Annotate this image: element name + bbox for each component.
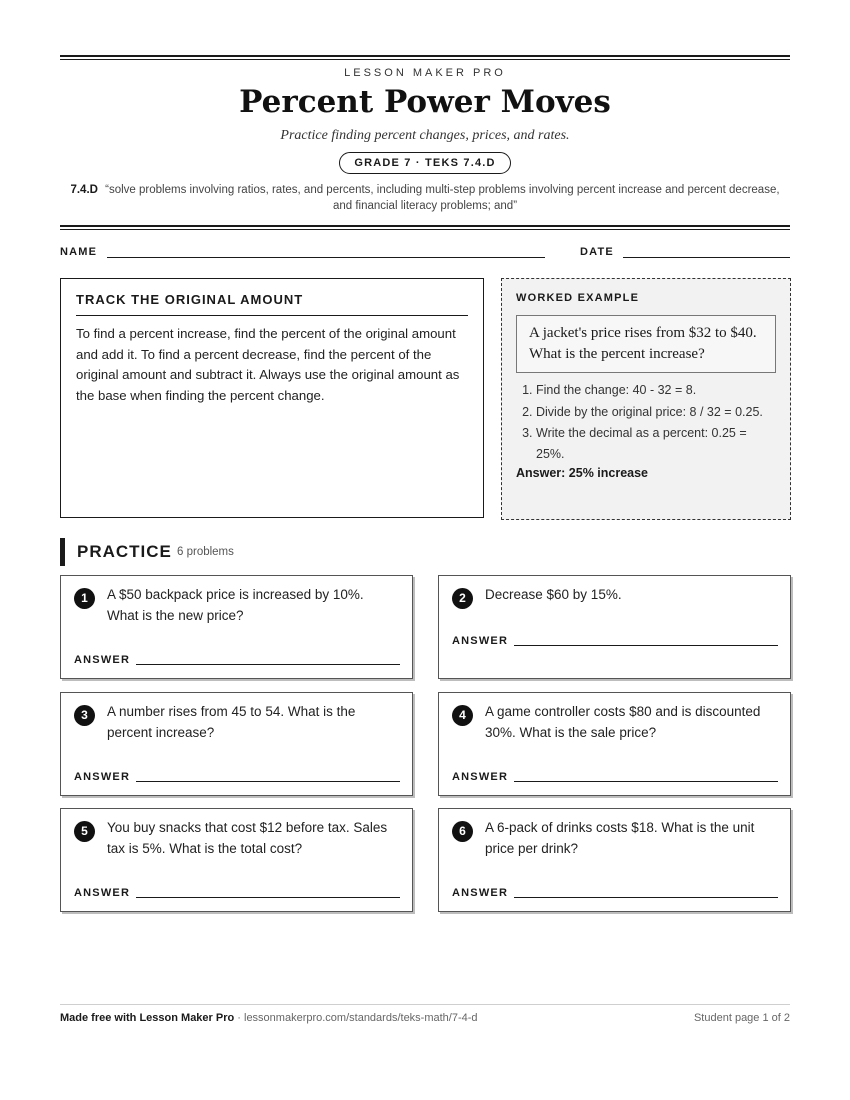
problem-card-6: [438, 808, 791, 912]
practice-title: PRACTICE: [77, 542, 172, 561]
name-date-row: [60, 246, 790, 262]
problem-card-5: [60, 808, 413, 912]
footer-credit: [60, 1012, 478, 1024]
answer-label: ANSWER: [452, 635, 509, 647]
problem-number-badge: 3: [74, 705, 95, 726]
worked-example-step: 3. Write the decimal as a percent: 0.25 = 25%.: [536, 423, 776, 464]
problem-card-4: [438, 692, 791, 796]
page-subtitle: Practice finding percent changes, prices, and rates.: [280, 128, 570, 143]
header-top-rule: [60, 55, 790, 60]
worked-example-title: WORKED EXAMPLE: [516, 292, 640, 304]
footer-page-number: Student page 1 of 2: [693, 1012, 790, 1024]
problem-card-3: [60, 692, 413, 796]
worked-example-steps: [516, 380, 776, 464]
answer-field[interactable]: [514, 897, 778, 898]
grade-badge: GRADE 7 · TEKS 7.4.D: [339, 152, 510, 174]
worked-example-question: A jacket's price rises from $32 to $40. What is the percent increase?: [516, 315, 776, 373]
problem-number-badge: 6: [452, 821, 473, 842]
problem-number-badge: 2: [452, 588, 473, 609]
page-title: Percent Power Moves: [239, 84, 611, 120]
grade-badge-wrap: [60, 152, 790, 174]
answer-field[interactable]: [514, 645, 778, 646]
problem-text: A number rises from 45 to 54. What is the percent increase?: [107, 704, 356, 740]
problem-text: A 6-pack of drinks costs $18. What is the unit price per drink?: [485, 820, 755, 856]
footer-made-with: Made free with Lesson Maker Pro: [60, 1012, 235, 1024]
standard-code: 7.4.D: [70, 184, 98, 196]
date-field[interactable]: [623, 257, 790, 258]
answer-field[interactable]: [136, 664, 400, 665]
practice-count: 6 problems: [177, 546, 234, 558]
answer-label: ANSWER: [74, 654, 131, 666]
worked-example-step: 1. Find the change: 40 - 32 = 8.: [536, 380, 776, 401]
problem-card-2: [438, 575, 791, 679]
practice-accent-bar: [60, 538, 65, 566]
problem-number-badge: 1: [74, 588, 95, 609]
answer-field[interactable]: [136, 897, 400, 898]
problem-card-1: [60, 575, 413, 679]
answer-field[interactable]: [136, 781, 400, 782]
concept-body: To find a percent increase, find the percent of the original amount and add it. To find a percent decrease, find the percent of the original amount and subtract it. Always use the original amount as the base when finding the percent change.: [76, 326, 460, 403]
standard-description: [70, 182, 780, 214]
name-field[interactable]: [107, 257, 545, 258]
answer-label: ANSWER: [74, 771, 131, 783]
name-label: NAME: [60, 246, 98, 258]
footer-rule: [60, 1004, 790, 1005]
worked-example-answer: Answer: 25% increase: [516, 466, 649, 480]
problem-text: You buy snacks that cost $12 before tax. Sales tax is 5%. What is the total cost?: [107, 820, 388, 856]
problem-number-badge: 4: [452, 705, 473, 726]
answer-field[interactable]: [514, 781, 778, 782]
date-label: DATE: [580, 246, 614, 258]
brand-name: LESSON MAKER PRO: [344, 67, 506, 79]
worked-example-step: 2. Divide by the original price: 8 / 32 = 0.25.: [536, 402, 776, 423]
problem-text: A game controller costs $80 and is discounted 30%. What is the sale price?: [485, 704, 761, 740]
problem-text: Decrease $60 by 15%.: [485, 587, 622, 602]
worksheet-page: [60, 0, 790, 1100]
answer-label: ANSWER: [74, 887, 131, 899]
worked-example-box: [501, 278, 791, 520]
header-bottom-rule: [60, 225, 790, 230]
footer-url[interactable]: · lessonmakerpro.com/standards/teks-math/7-4-d: [234, 1012, 478, 1024]
answer-label: ANSWER: [452, 887, 509, 899]
concept-title: TRACK THE ORIGINAL AMOUNT: [76, 292, 468, 316]
concept-box: [60, 278, 484, 518]
problem-text: A $50 backpack price is increased by 10%. What is the new price?: [107, 587, 364, 623]
problem-number-badge: 5: [74, 821, 95, 842]
answer-label: ANSWER: [452, 771, 509, 783]
standard-text: “solve problems involving ratios, rates, and percents, including multi-step problems involving percent increase and percent decrease, and financial literacy problems; and”: [105, 184, 780, 212]
